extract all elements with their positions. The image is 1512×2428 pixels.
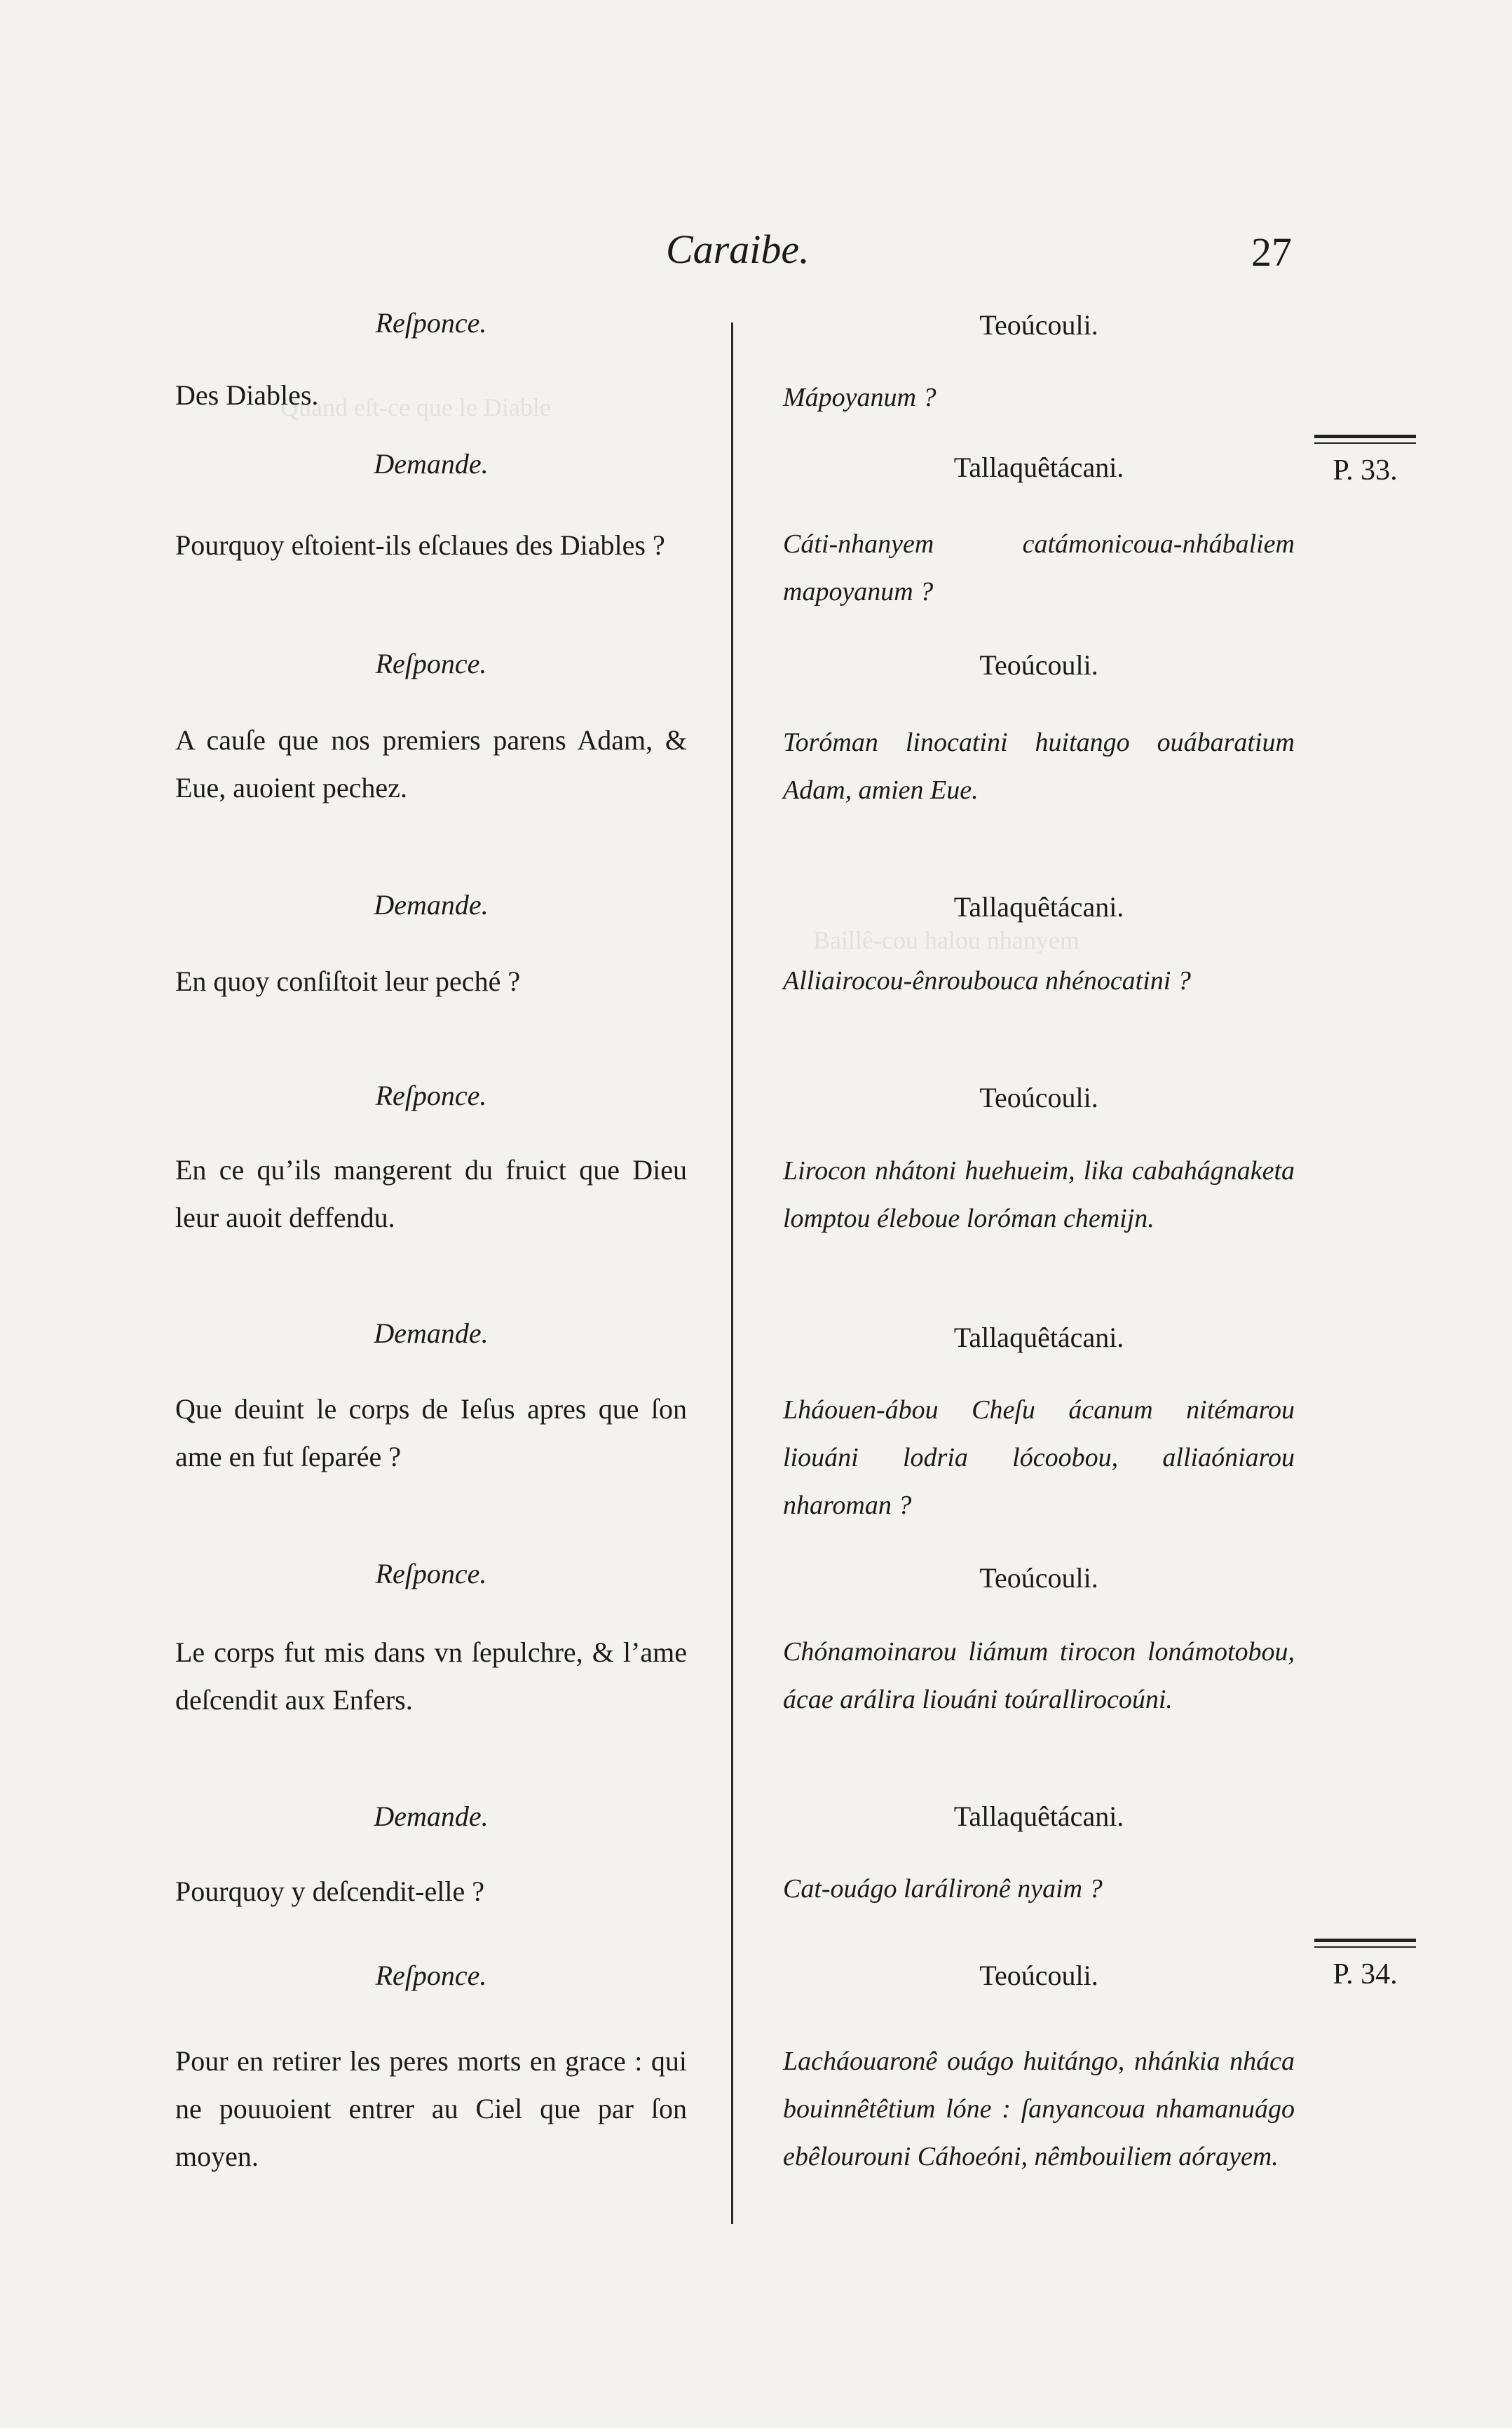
page-title: Caraibe. xyxy=(666,226,810,272)
speaker-label: Teoúcouli. xyxy=(979,1082,1098,1113)
margin-reference-text: P. 33. xyxy=(1333,454,1398,487)
answer-text: Pour en retirer les peres morts en grace : qui ne pouuoient entrer au Ciel que par ſon moyen. xyxy=(175,2045,687,2172)
answer-text: Des Diables. xyxy=(175,379,319,411)
speaker-label: Tallaquêtácani. xyxy=(953,891,1124,923)
question-label: Demande. xyxy=(374,889,489,921)
carib-text: Lacháouaronê ouágo huitángo, nhánkia nháca bouinnêtêtium lóne : ſanyancoua nhamanuágo ebêlourouni Cáhoeóni, nêmbouiliem aórayem. xyxy=(783,2047,1295,2171)
speaker-label: Teoúcouli. xyxy=(979,649,1098,681)
margin-reference xyxy=(1314,1939,1416,1991)
bleed-through: Baillê-cou halou nhanyem xyxy=(813,926,1079,954)
response-label: Reſponce. xyxy=(375,648,487,679)
question-text: Que deuint le corps de Ieſus apres que ſon ame en fut ſeparée ? xyxy=(175,1393,687,1472)
speaker-label: Teoúcouli. xyxy=(979,309,1098,341)
speaker-label: Tallaquêtácani. xyxy=(953,452,1124,483)
question-text: Pourquoy y deſcendit-elle ? xyxy=(175,1876,484,1907)
response-label: Reſponce. xyxy=(375,307,487,339)
margin-rule xyxy=(1314,442,1416,444)
answer-text: A cauſe que nos premiers parens Adam, & Eue, auoient pechez. xyxy=(175,724,687,803)
page-number: 27 xyxy=(1251,229,1292,275)
question-label: Demande. xyxy=(374,1800,489,1832)
speaker-label: Teoúcouli. xyxy=(979,1960,1098,1991)
question-text: Pourquoy eſtoient-ils eſclaues des Diables ? xyxy=(175,529,665,561)
carib-text: Cáti-nhanyem catámonicoua-nhábaliem mapoyanum ? xyxy=(783,529,1295,606)
answer-text: En ce qu’ils mangerent du fruict que Dieu leur auoit deffendu. xyxy=(175,1154,687,1233)
question-text: En quoy conſiſtoit leur peché ? xyxy=(175,965,521,997)
carib-text: Lháouen-ábou Cheſu ácanum nitémarou liouáni lodria lócoobou, alliaóniarou nharoman ? xyxy=(783,1395,1295,1520)
response-label: Reſponce. xyxy=(375,1558,487,1589)
carib-text: Alliairocou-ênroubouca nhénocatini ? xyxy=(783,966,1191,996)
margin-reference-text: P. 34. xyxy=(1333,1958,1398,1990)
speaker-label: Tallaquêtácani. xyxy=(953,1800,1124,1832)
speaker-label: Teoúcouli. xyxy=(979,1562,1098,1594)
margin-rule xyxy=(1314,435,1416,438)
carib-text: Mápoyanum ? xyxy=(783,383,937,412)
question-label: Demande. xyxy=(374,1317,489,1349)
response-label: Reſponce. xyxy=(375,1080,487,1111)
question-label: Demande. xyxy=(374,448,489,480)
carib-text: Toróman linocatini huitango ouábaratium Adam, amien Eue. xyxy=(783,728,1295,805)
bleed-through: Quand eſt-ce que le Diable xyxy=(280,393,551,421)
column-divider xyxy=(731,323,733,2224)
carib-text: Lirocon nhátoni huehueim, lika cabahágnaketa lomptou éleboue loróman chemijn. xyxy=(783,1156,1295,1233)
carib-text: Chónamoinarou liámum tirocon lonámotobou, ácae arálira liouáni toúrallirocoúni. xyxy=(783,1637,1295,1714)
speaker-label: Tallaquêtácani. xyxy=(953,1322,1124,1353)
margin-rule xyxy=(1314,1939,1416,1942)
carib-text: Cat-ouágo larálironê nyaim ? xyxy=(783,1874,1103,1904)
response-label: Reſponce. xyxy=(375,1960,487,1991)
margin-rule xyxy=(1314,1946,1416,1948)
margin-reference xyxy=(1314,435,1416,487)
answer-text: Le corps fut mis dans vn ſepulchre, & l’ame deſcendit aux Enfers. xyxy=(175,1636,687,1716)
